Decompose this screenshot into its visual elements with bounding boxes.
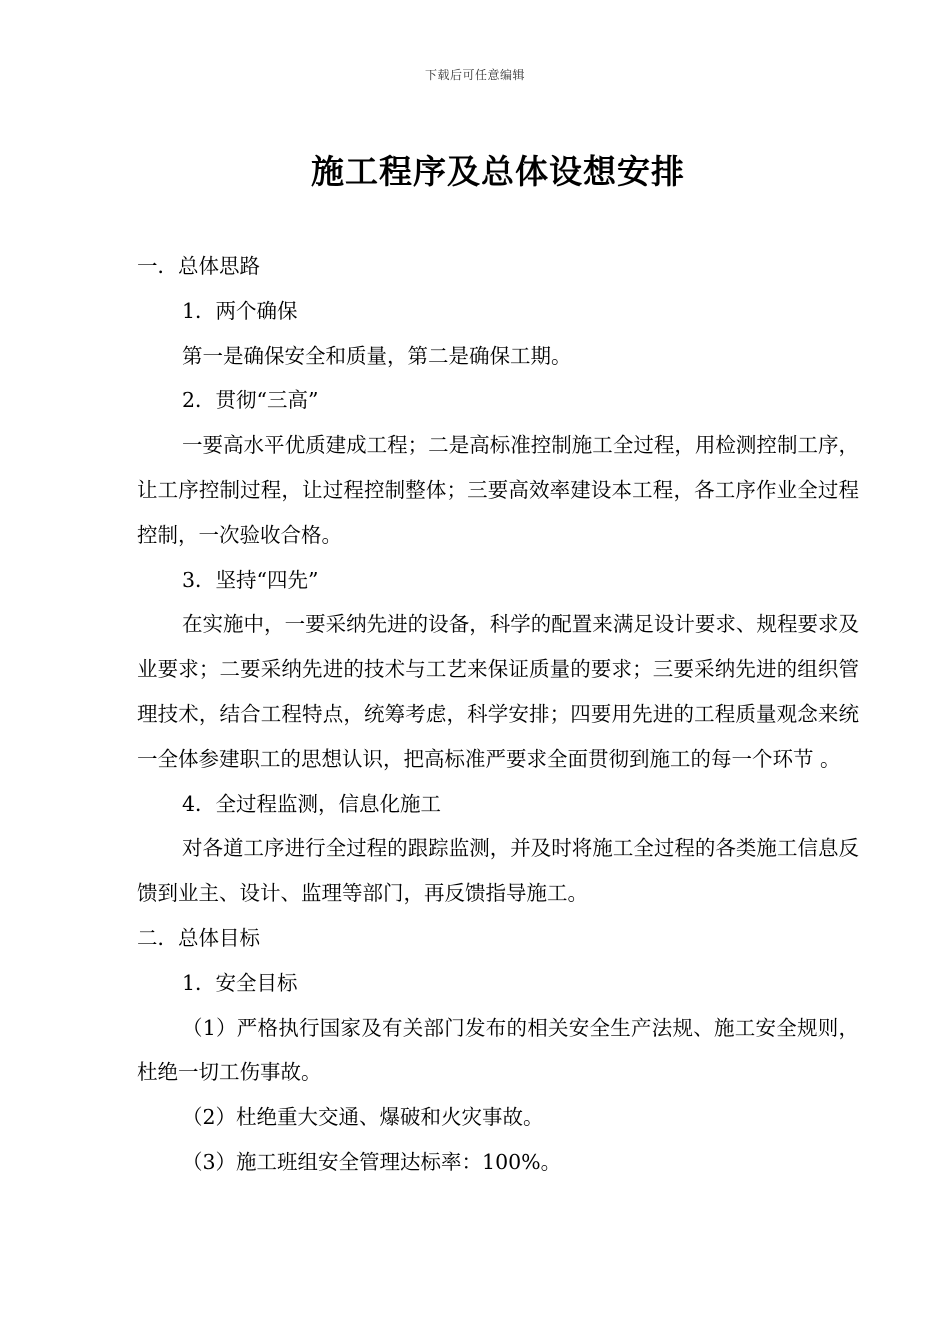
document-title: 施工程序及总体设想安排 — [311, 152, 685, 191]
list-item: （2）杜绝重大交通、爆破和火灾事故。 — [182, 1105, 544, 1130]
list-item: （3）施工班组安全管理达标率：100%。 — [182, 1149, 562, 1174]
document-body — [137, 244, 859, 1185]
subsection-heading: 1．两个确保 — [182, 298, 298, 323]
subsection-heading: 1．安全目标 — [182, 970, 298, 995]
paragraph: 第一是确保安全和质量，第二是确保工期。 — [182, 343, 572, 368]
header-note: 下载后可任意编辑 — [424, 68, 525, 82]
section-heading: 二．总体目标 — [137, 925, 260, 950]
subsection-heading: 4．全过程监测，信息化施工 — [182, 791, 442, 816]
paragraph: 在实施中，一要采纳先进的设备，科学的配置来满足设计要求、规程要求及业要求；二要采纳先进的技术与工艺来保证质量的要求；三要采纳先进的组织管理技术，结合工程特点，统筹考虑，科学安排；四要用先进的工程质量观念来统一全体参建职工的思想认识，把高标准严要求全面贯彻到施工的每一个环节 。 — [137, 612, 859, 771]
list-item: （1）严格执行国家及有关部门发布的相关安全生产法规、施工安全规则，杜绝一切工伤事故。 — [137, 1015, 859, 1085]
section-heading: 一．总体思路 — [137, 254, 260, 278]
paragraph: 一要高水平优质建成工程；二是高标准控制施工全过程，用检测控制工序，让工序控制过程，让过程控制整体；三要高效率建设本工程，各工序作业全过程控制，一次验收合格。 — [137, 433, 859, 547]
paragraph: 对各道工序进行全过程的跟踪监测，并及时将施工全过程的各类施工信息反馈到业主、设计、监理等部门，再反馈指导施工。 — [137, 836, 859, 906]
subsection-heading: 3．坚持“四先” — [182, 567, 319, 592]
subsection-heading: 2．贯彻“三高” — [182, 388, 319, 413]
